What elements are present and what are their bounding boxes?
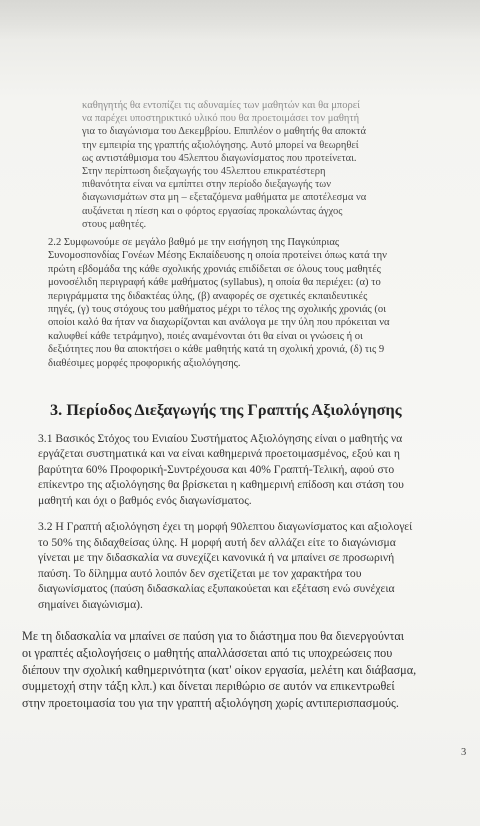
text-line: διαγωνισμάτων στα μη – εξεταζόμενα μαθήματα με αποτέλεσμα να <box>82 192 367 204</box>
text-line: πηγές, (γ) τους στόχους του μαθήματος μέχρι το τέλος της σχολικής χρονιάς (οι <box>48 304 387 316</box>
text-line: μαθητή και όχι ο βαθμός ενός διαγωνίσματος. <box>38 493 252 507</box>
text-line: παύση. Το δίλημμα αυτό λοιπόν δεν σχετίζεται με τον χαρακτήρα του <box>38 566 362 580</box>
text-line: Στην περίπτωση διεξαγωγής του 45λεπτου επικρατέστερη <box>82 166 326 178</box>
text-line: μονοσέλιδη περιγραφή κάθε μαθήματος (syllabus), η οποία θα περιέχει: (α) το <box>48 277 381 289</box>
paragraph-2-2 <box>48 236 460 370</box>
text-line: πιθανότητα είναι να εμπίπτει στην περίοδο διεξαγωγής των <box>82 179 331 191</box>
text-line: οποίοι καλό θα ήταν να διαχωρίζονται και ανάλογα με την ύλη που πρόκειται να <box>48 317 390 329</box>
text-line: να παρέχει υποστηρικτικό υλικό που θα προετοιμάσει τον μαθητή <box>82 113 360 125</box>
text-line: την εμπειρία της γραπτής αξιολόγησης. Αυτό μπορεί να θεωρηθεί <box>82 139 359 151</box>
paragraph-final <box>22 628 468 712</box>
text-line: το 50% της διδαχθείσας ύλης. Η μορφή αυτή δεν αλλάζει είτε το διαγώνισμα <box>38 535 396 549</box>
page-shadow <box>0 0 480 40</box>
text-line: εργάζεται συστηματικά και να είναι καθημερινά προετοιμασμένος, εξού και η <box>38 447 400 461</box>
text-line: γίνεται με την διδασκαλία να συνεχίζει κανονικά ή να μπαίνει σε προσωρινή <box>38 551 395 565</box>
text-line: καθηγητής θα εντοπίζει τις αδυναμίες των μαθητών και θα μπορεί <box>82 100 360 111</box>
text-line: επίκεντρο της αξιολόγησης θα βρίσκεται η καθημερινή επίδοση και στάση του <box>38 478 404 492</box>
text-line: 2.2 Συμφωνούμε σε μεγάλο βαθμό με την εισήγηση της Παγκύπριας <box>48 237 340 248</box>
text-line: καλυφθεί κάθε τετράμηνο), ποιές αναμένονται ότι θα είναι οι γνώσεις ή οι <box>48 330 363 342</box>
paragraph-continued <box>82 99 450 231</box>
text-line: για το διαγώνισμα του Δεκεμβρίου. Επιπλέον ο μαθητής θα αποκτά <box>82 126 367 138</box>
page-number: 3 <box>461 747 467 758</box>
text-line: περιγράμματα της διδακτέας ύλης, (β) αναφορές σε σχετικές εκπαιδευτικές <box>48 290 368 302</box>
section-heading: 3. Περίοδος Διεξαγωγής της Γραπτής Αξιολόγησης <box>50 401 402 419</box>
paragraph-3-1 <box>38 431 466 508</box>
text-line: συμμετοχή στην τάξη κλπ.) και δίνεται περιθώριο σε αυτόν να επικεντρωθεί <box>22 679 395 694</box>
text-line: αυξάνεται η πίεση και ο φόρτος εργασίας προκαλώντας άγχος <box>82 205 343 217</box>
text-line: στους μαθητές. <box>82 218 147 230</box>
text-line: ως αντιστάθμισμα του 45λεπτου διαγωνίσματος που προτείνεται. <box>82 152 357 164</box>
text-line: 3.1 Βασικός Στόχος του Ενιαίου Συστήματος Αξιολόγησης είναι ο μαθητής να <box>38 432 403 445</box>
text-line: βαρύτητα 60% Προφορική-Συντρέχουσα και 40% Γραπτή-Τελική, αφού στο <box>38 462 395 476</box>
text-line: Με τη διδασκαλία να μπαίνει σε παύση για το διάστημα που θα διενεργούνται <box>22 629 405 643</box>
text-line: σημαίνει διαγώνισμα). <box>38 597 143 611</box>
text-line: 3.2 Η Γραπτή αξιολόγηση έχει τη μορφή 90λεπτου διαγωνίσματος και αξιολογεί <box>38 520 413 533</box>
text-line: στην προετοιμασία του για την γραπτή αξιολόγηση χωρίς αντιπερισπασμούς. <box>22 696 399 711</box>
text-line: πρώτη εβδομάδα της κάθε σχολικής χρονιάς επιδίδεται σε όλους τους μαθητές <box>48 263 381 275</box>
text-line: διαγωνίσματος (παύση διδασκαλίας εξυπακούεται και εξέταση ενώ συνέχεια <box>38 582 395 596</box>
text-line: διαθέσιμες μορφές προφορικής αξιολόγησης. <box>48 357 241 369</box>
text-line: οι γραπτές αξιολογήσεις ο μαθητής απαλλάσσεται από τις υποχρεώσεις που <box>22 645 393 660</box>
text-line: δεξιότητες που θα αποκτήσει ο κάθε μαθητής κατά τη σχολική χρονιά, (δ) τις 9 <box>48 344 385 356</box>
paragraph-3-2 <box>38 519 466 613</box>
text-line: διέπουν την σχολική καθημερινότητα (κατ' οίκον εργασία, μελέτη και διάβασμα, <box>22 662 417 677</box>
text-line: Συνομοσπονδίας Γονέων Μέσης Εκπαίδευσης η οποία προτείνει όπως κατά την <box>48 250 387 262</box>
